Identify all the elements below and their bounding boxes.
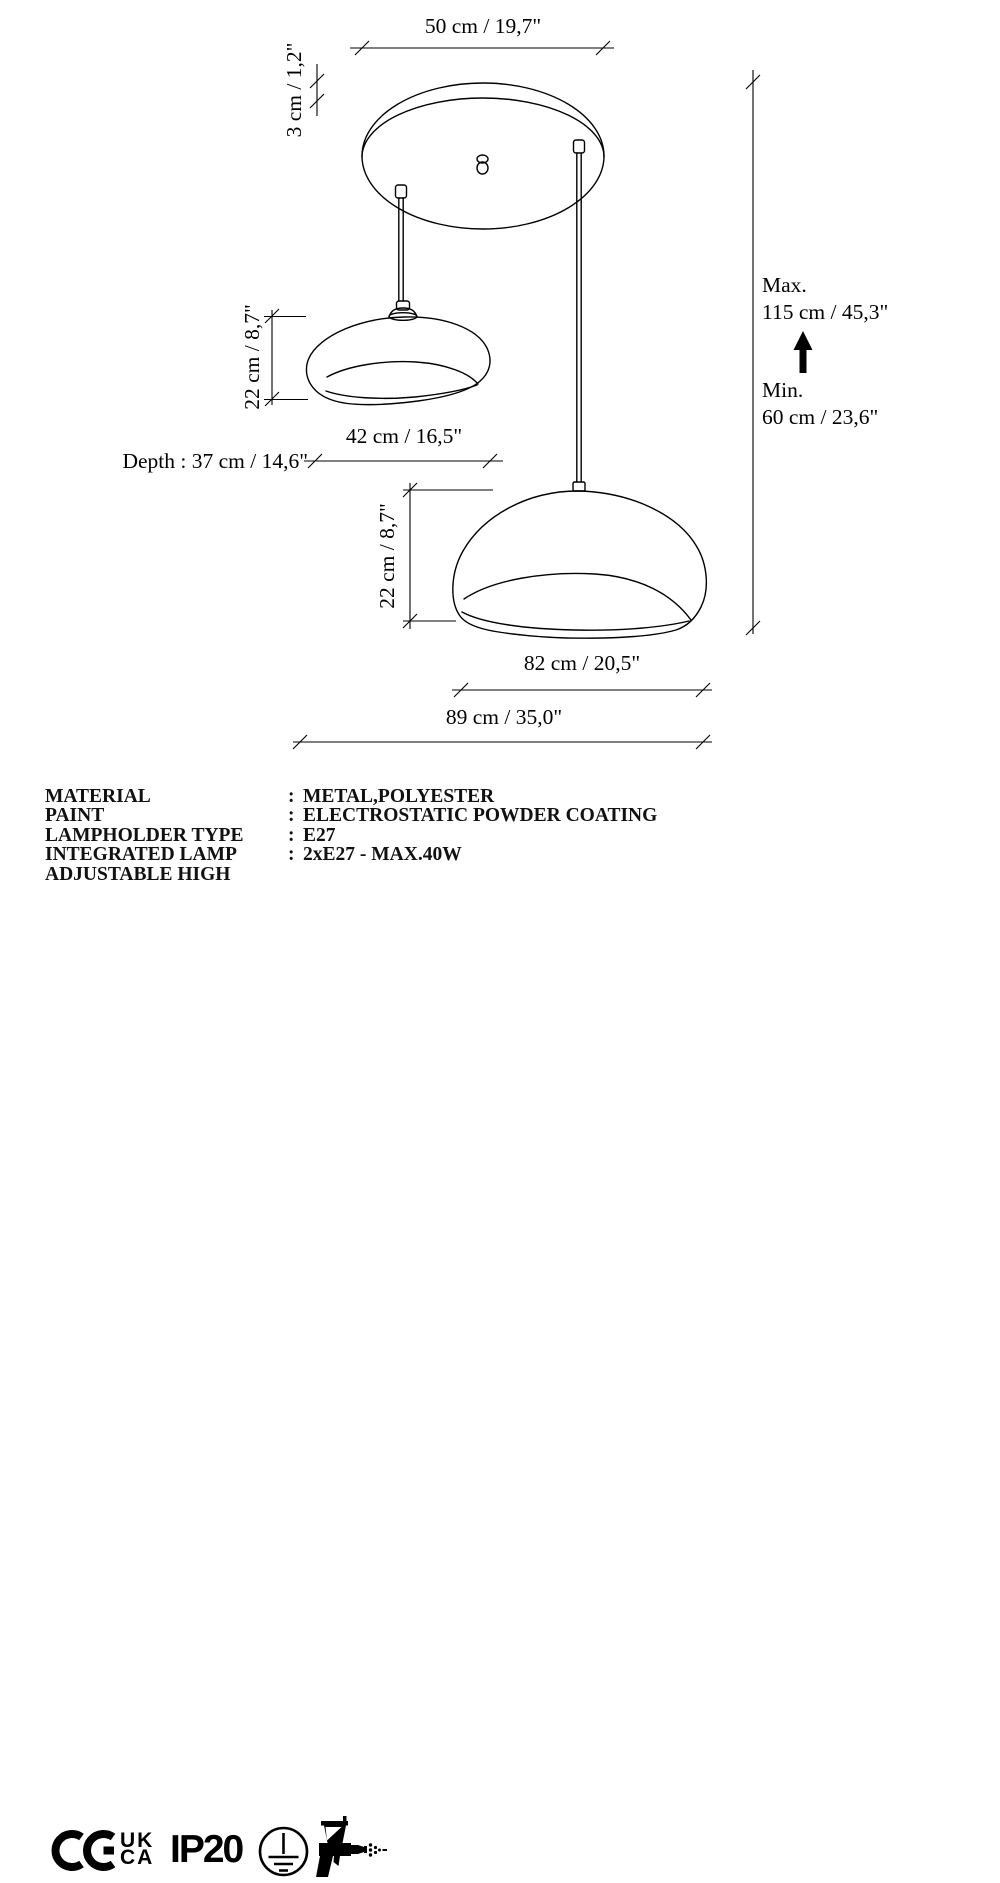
spec-value: E27 xyxy=(303,824,336,846)
spec-row-adjustable-high xyxy=(45,865,657,884)
small-shade-fold-lower xyxy=(326,385,477,398)
large-shade-fold-lower xyxy=(462,612,689,630)
ce-mark-icon xyxy=(44,1825,120,1877)
pendant-lamp-dimension-drawing xyxy=(0,0,1000,775)
lamp-line-art xyxy=(306,83,706,638)
spec-row-material xyxy=(45,787,657,806)
spec-value: ELECTROSTATIC POWDER COATING xyxy=(303,805,658,827)
depth-label: Depth : 37 cm / 14,6" xyxy=(122,449,308,473)
ukca-line-uk: UK xyxy=(120,1829,155,1852)
paint-spray-gun-icon xyxy=(312,1811,390,1883)
spec-colon: : xyxy=(288,805,295,827)
spec-colon: : xyxy=(288,824,295,846)
ukca-mark-icon xyxy=(120,1829,155,1869)
small-shade-width-label: 42 cm / 16,5" xyxy=(345,424,463,448)
canopy-center-knob-base xyxy=(477,162,488,174)
specifications-table xyxy=(45,787,657,884)
spec-row-integrated-lamp xyxy=(45,845,657,864)
spec-colon: : xyxy=(288,786,295,807)
spec-label: LAMPHOLDER TYPE xyxy=(45,824,244,846)
small-shade-fold-upper xyxy=(327,362,478,384)
adjustable-height-arrow-icon xyxy=(794,331,813,373)
left-cord-grip xyxy=(396,185,407,198)
fixture-width-label: 89 cm / 35,0" xyxy=(445,705,563,729)
ukca-line-ca: CA xyxy=(120,1846,155,1869)
spec-label: INTEGRATED LAMP xyxy=(45,844,237,866)
spec-row-paint xyxy=(45,806,657,825)
large-shade-fold-upper xyxy=(464,573,691,620)
dimension-labels xyxy=(122,14,888,729)
spec-row-lampholder-type xyxy=(45,826,657,845)
spec-value: 2xE27 - MAX.40W xyxy=(303,844,462,866)
ip-rating: IP20 xyxy=(170,1828,243,1871)
large-shade-connector xyxy=(573,482,585,491)
spec-label: MATERIAL xyxy=(45,786,151,807)
large-shade-height-label: 22 cm / 8,7" xyxy=(375,503,399,609)
small-shade-outline xyxy=(306,317,490,405)
spec-label: ADJUSTABLE HIGH xyxy=(45,863,231,885)
height-min-label: Min. xyxy=(762,378,804,402)
height-max-label: Max. xyxy=(762,273,807,297)
class1-earth-icon xyxy=(257,1825,311,1879)
small-shade-height-label: 22 cm / 8,7" xyxy=(240,304,264,410)
canopy-width-label: 50 cm / 19,7" xyxy=(424,14,542,38)
canopy-rim-line xyxy=(362,98,604,157)
certifications-row xyxy=(0,905,600,1871)
canopy-thickness-label: 3 cm / 1,2" xyxy=(282,42,306,138)
dimension-lines xyxy=(264,41,813,749)
right-cord-grip xyxy=(574,140,585,153)
large-shade-outline xyxy=(453,491,707,638)
height-min-value: 60 cm / 23,6" xyxy=(762,405,879,429)
large-shade-width-label: 82 cm / 20,5" xyxy=(523,651,641,675)
spec-colon xyxy=(288,865,303,884)
spec-value: METAL,POLYESTER xyxy=(303,786,495,807)
spec-colon: : xyxy=(288,844,295,866)
spec-label: PAINT xyxy=(45,805,105,827)
height-max-value: 115 cm / 45,3" xyxy=(762,300,889,324)
